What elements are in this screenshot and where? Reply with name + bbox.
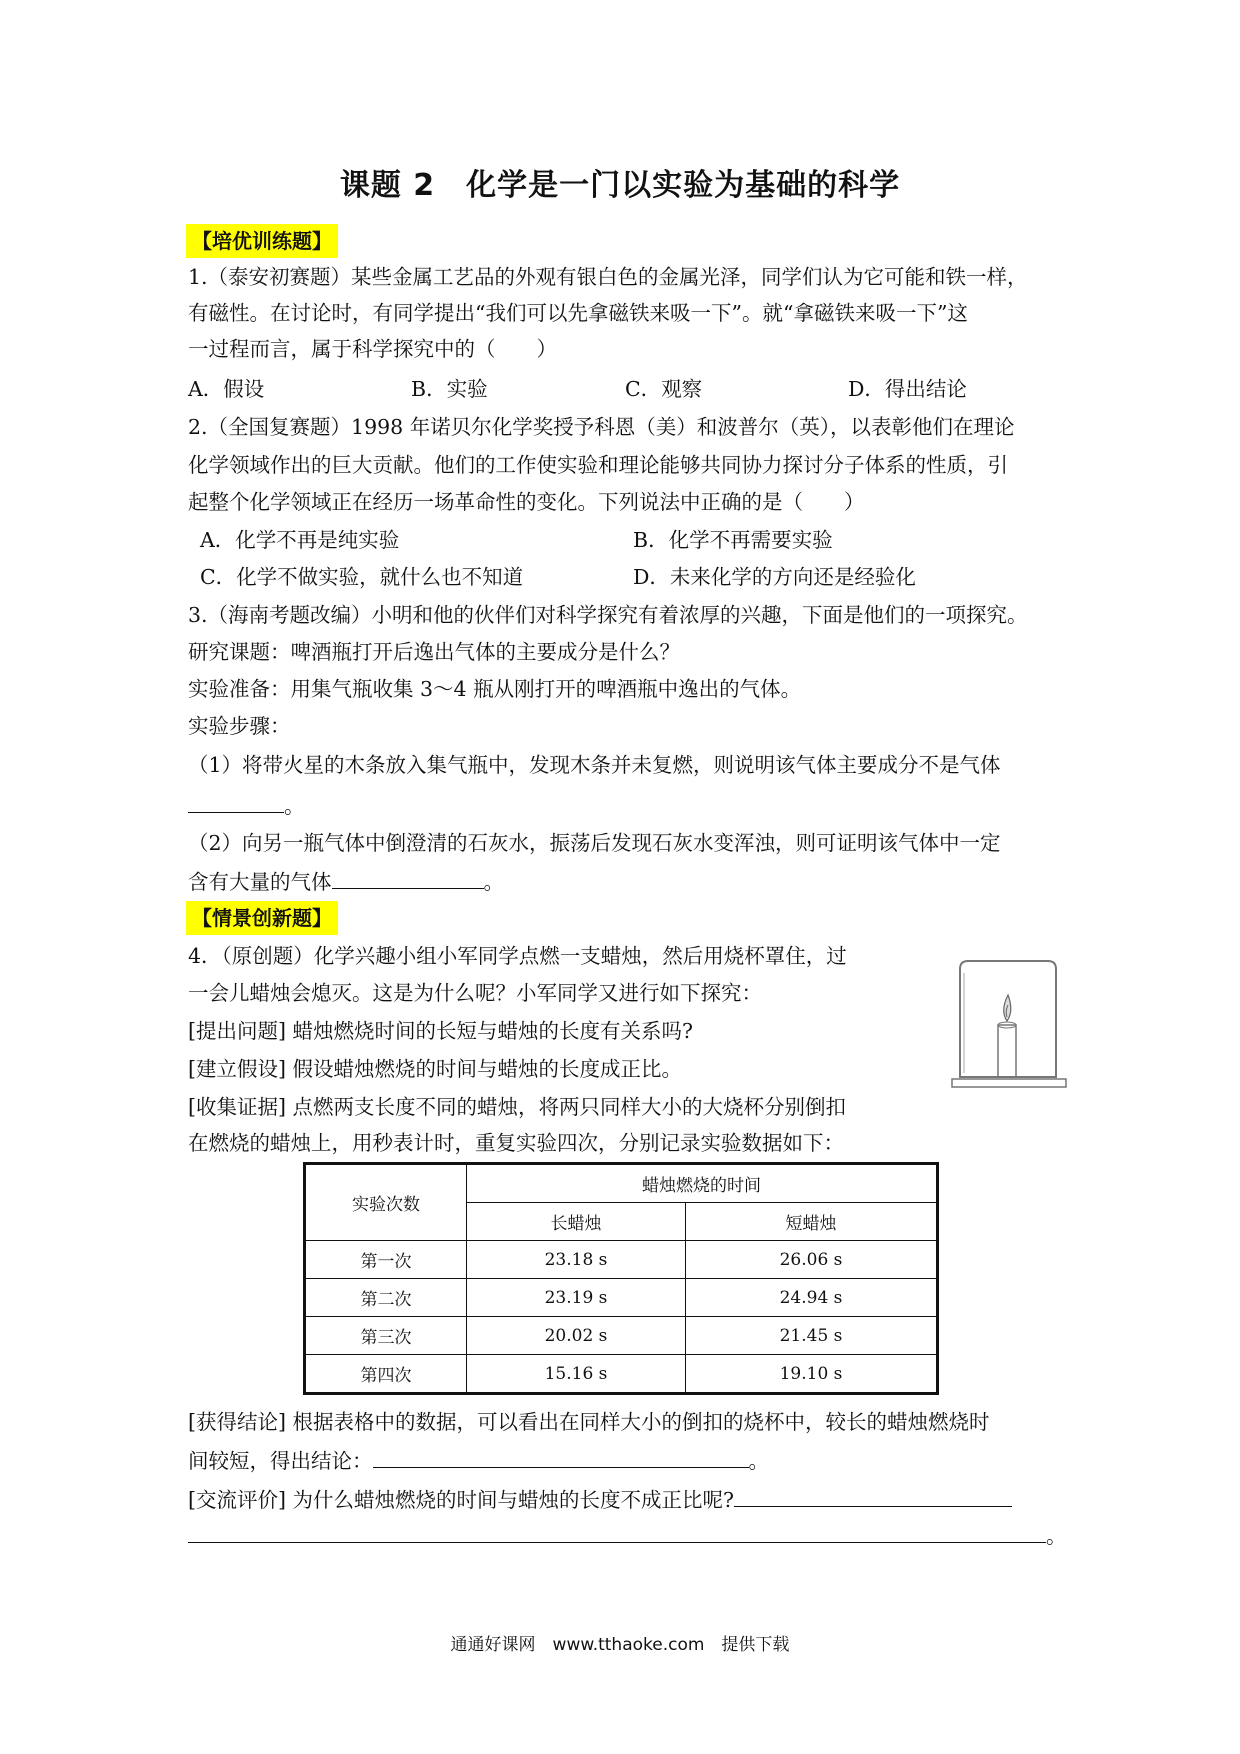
experiment-data-table	[303, 1162, 939, 1395]
q4-question: [提出问题] 蜡烛燃烧时间的长短与蜡烛的长度有关系吗?	[188, 1019, 694, 1043]
q2-line-3: 起整个化学领域正在经历一场革命性的变化。下列说法中正确的是（ ）	[188, 490, 865, 514]
q1-option-a: A．假设	[188, 377, 265, 401]
q2-option-c: C．化学不做实验，就什么也不知道	[200, 565, 524, 589]
q3-step-1-answer	[188, 790, 305, 821]
table-row	[305, 1355, 938, 1394]
q3-step-2: （2）向另一瓶气体中倒澄清的石灰水，振荡后发现石灰水变浑浊，则可证明该气体中一定	[188, 831, 1001, 855]
q3-step-2-answer	[188, 866, 504, 897]
q3-preparation: 实验准备：用集气瓶收集 3～4 瓶从刚打开的啤酒瓶中逸出的气体。	[188, 677, 802, 701]
long-candle-time: 20.02 s	[467, 1317, 686, 1355]
row-label: 第一次	[305, 1241, 467, 1279]
q3-research-topic: 研究课题：啤酒瓶打开后逸出气体的主要成分是什么？	[188, 640, 680, 664]
table-header-long-candle: 长蜡烛	[467, 1203, 686, 1241]
candle-beaker-illustration	[950, 955, 1070, 1095]
q2-line-1: 2.（全国复赛题）1998 年诺贝尔化学奖授予科恩（美）和波普尔（英），以表彰他们在理论	[188, 415, 1015, 439]
q4-conclusion-text: 间较短，得出结论：	[188, 1449, 373, 1473]
table-header-short-candle: 短蜡烛	[686, 1203, 938, 1241]
punctuation: 。	[483, 870, 504, 894]
table-header-burn-time: 蜡烛燃烧的时间	[467, 1164, 938, 1203]
punctuation: 。	[1046, 1524, 1067, 1548]
table-header-trials: 实验次数	[305, 1164, 467, 1241]
short-candle-time: 19.10 s	[686, 1355, 938, 1394]
answer-blank[interactable]	[373, 1445, 749, 1468]
q2-option-d: D．未来化学的方向还是经验化	[633, 565, 916, 589]
short-candle-time: 24.94 s	[686, 1279, 938, 1317]
q2-option-b: B．化学不再需要实验	[633, 528, 833, 552]
answer-blank[interactable]	[188, 1520, 1046, 1543]
page-title: 课题 2 化学是一门以实验为基础的科学	[339, 168, 901, 203]
q4-evaluation-text: [交流评价] 为什么蜡烛燃烧的时间与蜡烛的长度不成正比呢?	[188, 1488, 735, 1512]
q1-option-b: B．实验	[411, 377, 488, 401]
answer-blank[interactable]	[734, 1484, 1012, 1507]
q4-conclusion-1: [获得结论] 根据表格中的数据，可以看出在同样大小的倒扣的烧杯中，较长的蜡烛燃烧时	[188, 1410, 990, 1434]
q3-step-2-text: 含有大量的气体	[188, 870, 332, 894]
short-candle-time: 26.06 s	[686, 1241, 938, 1279]
q1-line-1: 1.（泰安初赛题）某些金属工艺品的外观有银白色的金属光泽，同学们认为它可能和铁一样，	[188, 265, 1028, 289]
q4-evidence-2: 在燃烧的蜡烛上，用秒表计时，重复实验四次，分别记录实验数据如下：	[188, 1131, 844, 1155]
q2-line-2: 化学领域作出的巨大贡献。他们的工作使实验和理论能够共同协力探讨分子体系的性质，引	[188, 453, 1008, 477]
q1-option-d: D．得出结论	[848, 377, 967, 401]
punctuation: 。	[748, 1449, 769, 1473]
long-candle-time: 23.19 s	[467, 1279, 686, 1317]
q3-line-1: 3.（海南考题改编）小明和他的伙伴们对科学探究有着浓厚的兴趣，下面是他们的一项探究。	[188, 603, 1028, 627]
q3-steps-heading: 实验步骤：	[188, 714, 291, 738]
q4-evaluation-answer	[188, 1520, 1067, 1551]
answer-blank[interactable]	[332, 866, 484, 889]
q4-evaluation	[188, 1484, 1012, 1515]
q2-option-a: A．化学不再是纯实验	[200, 528, 400, 552]
row-label: 第二次	[305, 1279, 467, 1317]
punctuation: 。	[284, 794, 305, 818]
q1-line-2: 有磁性。在讨论时，有同学提出“我们可以先拿磁铁来吸一下”。就“拿磁铁来吸一下”这	[188, 301, 968, 325]
short-candle-time: 21.45 s	[686, 1317, 938, 1355]
q3-step-1: （1）将带火星的木条放入集气瓶中，发现木条并未复燃，则说明该气体主要成分不是气体	[188, 753, 1001, 777]
answer-blank[interactable]	[188, 790, 284, 813]
table-row	[305, 1241, 938, 1279]
row-label: 第四次	[305, 1355, 467, 1394]
table-row	[305, 1317, 938, 1355]
section-innovation-heading: 【情景创新题】	[186, 901, 338, 935]
long-candle-time: 23.18 s	[467, 1241, 686, 1279]
table-row	[305, 1279, 938, 1317]
q1-option-c: C．观察	[625, 377, 703, 401]
q1-line-3: 一过程而言，属于科学探究中的（ ）	[188, 337, 557, 361]
row-label: 第三次	[305, 1317, 467, 1355]
section-training-heading: 【培优训练题】	[186, 224, 338, 258]
long-candle-time: 15.16 s	[467, 1355, 686, 1394]
q4-line-2: 一会儿蜡烛会熄灭。这是为什么呢？小军同学又进行如下探究：	[188, 981, 762, 1005]
footer-download-credit: 通通好课网 www.tthaoke.com 提供下载	[450, 1635, 790, 1655]
q4-line-1: 4．（原创题）化学兴趣小组小军同学点燃一支蜡烛，然后用烧杯罩住，过	[188, 944, 847, 968]
q4-conclusion-2	[188, 1445, 769, 1476]
q4-evidence-1: [收集证据] 点燃两支长度不同的蜡烛，将两只同样大小的大烧杯分别倒扣	[188, 1095, 847, 1119]
q4-hypothesis: [建立假设] 假设蜡烛燃烧的时间与蜡烛的长度成正比。	[188, 1057, 683, 1081]
